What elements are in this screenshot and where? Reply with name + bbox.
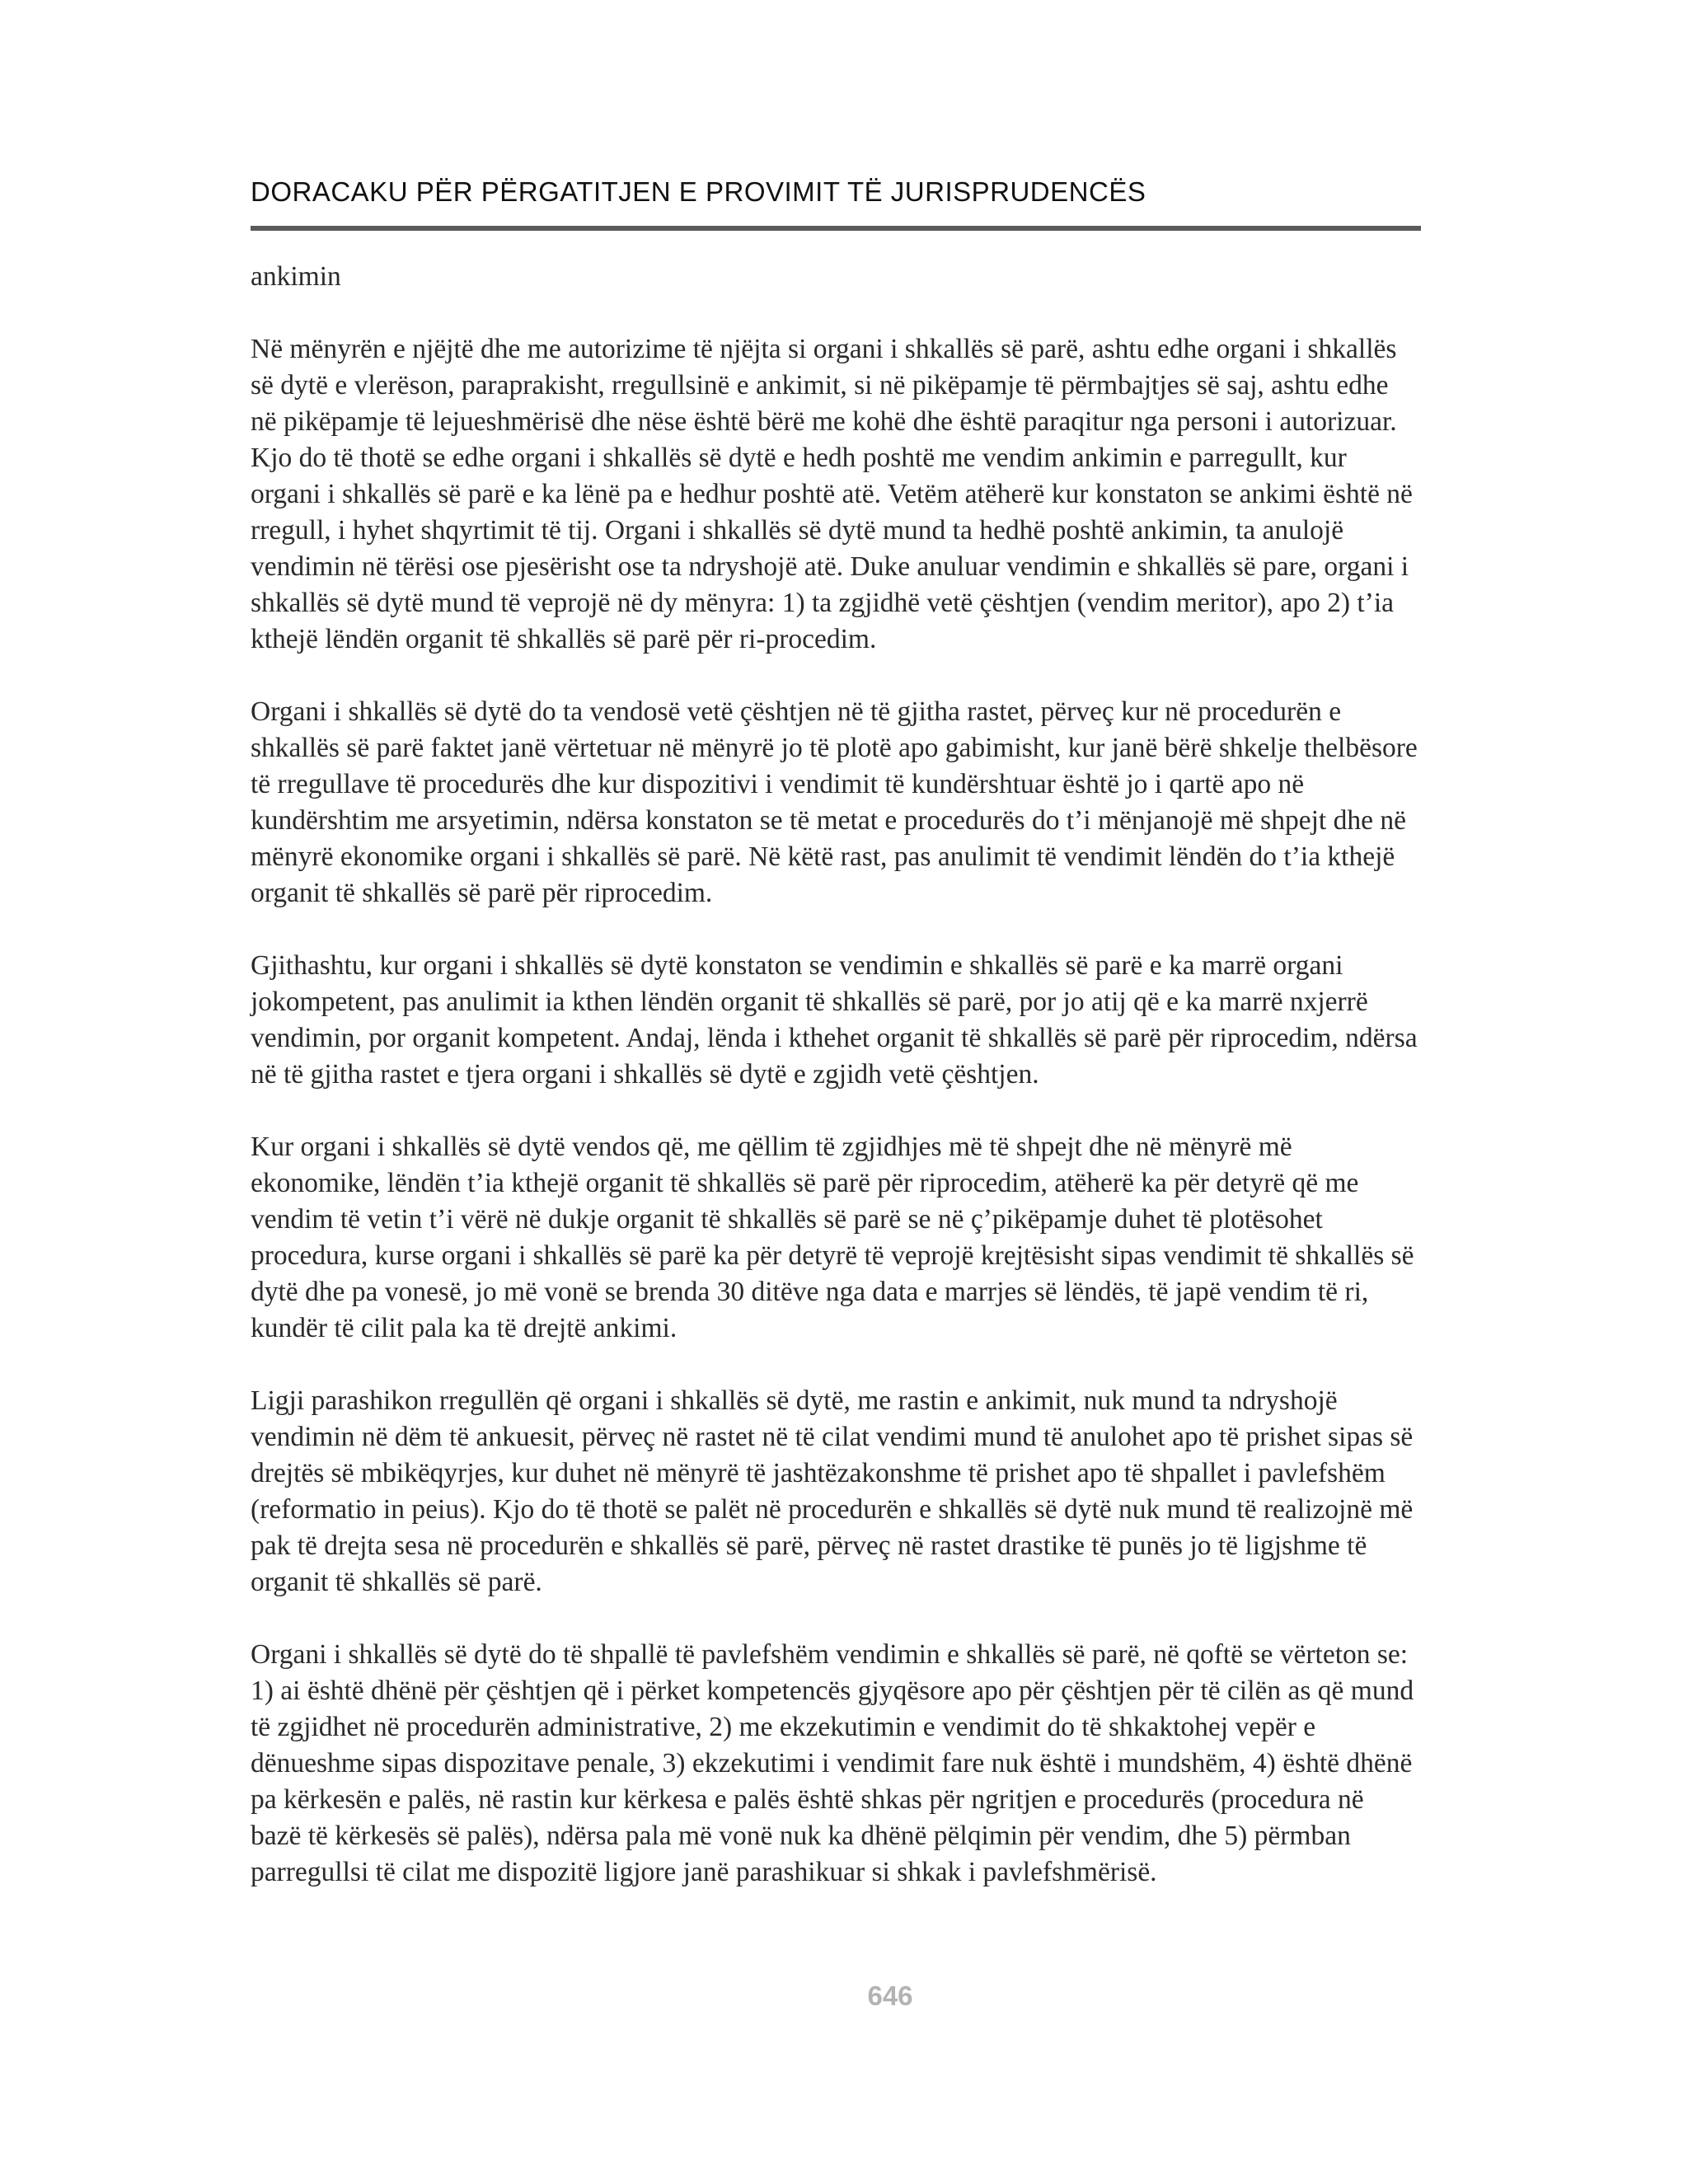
paragraph-2: Organi i shkallës së dytë do ta vendosë vetë çështjen në të gjitha rastet, përveç kur në procedurën e shkallës së parë faktet janë vërtetuar në mënyrë jo të plotë apo gabimisht, kur janë bërë shkelje thelbësore të rregullave të procedurës dhe kur dispozitivi i vendimit të kundërshtuar është jo i qartë apo në kundërshtim me arsyetimin, ndërsa konstaton se të metat e procedurës do t’i mënjanojë më shpejt dhe në mënyrë ekonomike organi i shkallës së parë. Në këtë rast, pas anulimit të vendimit lëndën do t’ia kthejë organit të shkallës së parë për riprocedim.: [251, 696, 1418, 908]
document-body: [251, 259, 1421, 1927]
paragraph-6: Organi i shkallës së dytë do të shpallë të pavlefshëm vendimin e shkallës së parë, në qoftë se vërteton se: 1) ai është dhënë për çështjen që i përket kompetencës gjyqësore apo për çështjen për të cilën as që mund të zgjidhet në procedurën administrative, 2) me ekzekutimin e vendimit do të shkaktohej vepër e dënueshme sipas dispozitave penale, 3) ekzekutimi i vendimit fare nuk është i mundshëm, 4) është dhënë pa kërkesën e palës, në rastin kur kërkesa e palës është shkas për ngritjen e procedurës (procedura në bazë të kërkesës së palës), ndërsa pala më vonë nuk ka dhënë pëlqimin për vendim, dhe 5) përmban parregullsi të cilat me dispozitë ligjore janë parashikuar si shkak i pavlefshmërisë.: [251, 1639, 1414, 1887]
paragraph-4: Kur organi i shkallës së dytë vendos që, me qëllim të zgjidhjes më të shpejt dhe në mënyrë më ekonomike, lëndën t’ia kthejë organit të shkallës së parë për riprocedim, atëherë ka për detyrë që me vendim të vetin t’i vërë në dukje organit të shkallës së parë se në ç’pikëpamje duhet të plotësohet procedura, kurse organi i shkallës së parë ka për detyrë të veprojë krejtësisht sipas vendimit të shkallës së dytë dhe pa vonesë, jo më vonë se brenda 30 ditëve nga data e marrjes së lëndës, të japë vendim të ri, kundër të cilit pala ka të drejtë ankimi.: [251, 1132, 1414, 1343]
paragraph-3: Gjithashtu, kur organi i shkallës së dytë konstaton se vendimin e shkallës së parë e ka marrë organi jokompetent, pas anulimit ia kthen lëndën organit të shkallës së parë, por jo atij që e ka marrë nxjerrë vendimin, por organit kompetent. Andaj, lënda i kthehet organit të shkallës së parë për riprocedim, ndërsa në të gjitha rastet e tjera organi i shkallës së dytë e zgjidh vetë çështjen.: [251, 950, 1418, 1090]
running-header-title: DORACAKU PËR PËRGATITJEN E PROVIMIT TË JURISPRUDENCËS: [251, 176, 1146, 207]
paragraph-5: Ligji parashikon rregullën që organi i shkallës së dytë, me rastin e ankimit, nuk mund ta ndryshojë vendimin në dëm të ankuesit, përveç në rastet në të cilat vendimi mund të anulohet apo të prishet sipas së drejtës së mbikëqyrjes, kur duhet në mënyrë të jashtëzakonshme të prishet apo të shpallet i pavlefshëm (reformatio in peius). Kjo do të thotë se palët në procedurën e shkallës së dytë nuk mund të realizojnë më pak të drejta sesa në procedurën e shkallës së parë, përveç në rastet drastike të punës jo të ligjshme të organit të shkallës së parë.: [251, 1385, 1414, 1597]
paragraph-1: Në mënyrën e njëjtë dhe me autorizime të njëjta si organi i shkallës së parë, ashtu edhe organi i shkallës së dytë e vlerëson, paraprakisht, rregullsinë e ankimit, si në pikëpamje të përmbajtjes së saj, ashtu edhe në pikëpamje të lejueshmërisë dhe nëse është bërë me kohë dhe është paraqitur nga personi i autorizuar. Kjo do të thotë se edhe organi i shkallës së dytë e hedh poshtë me vendim ankimin e parregullt, kur organi i shkallës së parë e ka lënë pa e hedhur poshtë atë. Vetëm atëherë kur konstaton se ankimi është në rregull, i hyhet shqyrtimit të tij. Organi i shkallës së dytë mund ta hedhë poshtë ankimin, ta anulojë vendimin në tërësi ose pjesërisht ose ta ndryshojë atë. Duke anuluar vendimin e shkallës së pare, organi i shkallës së dytë mund të veprojë në dy mënyra: 1) ta zgjidhë vetë çështjen (vendim meritor), apo 2) t’ia kthejë lëndën organit të shkallës së parë për ri-procedim.: [251, 334, 1413, 654]
paragraph-continuation: ankimin: [251, 261, 341, 292]
header-divider: [251, 226, 1421, 231]
page-number: 646: [867, 1980, 913, 2011]
